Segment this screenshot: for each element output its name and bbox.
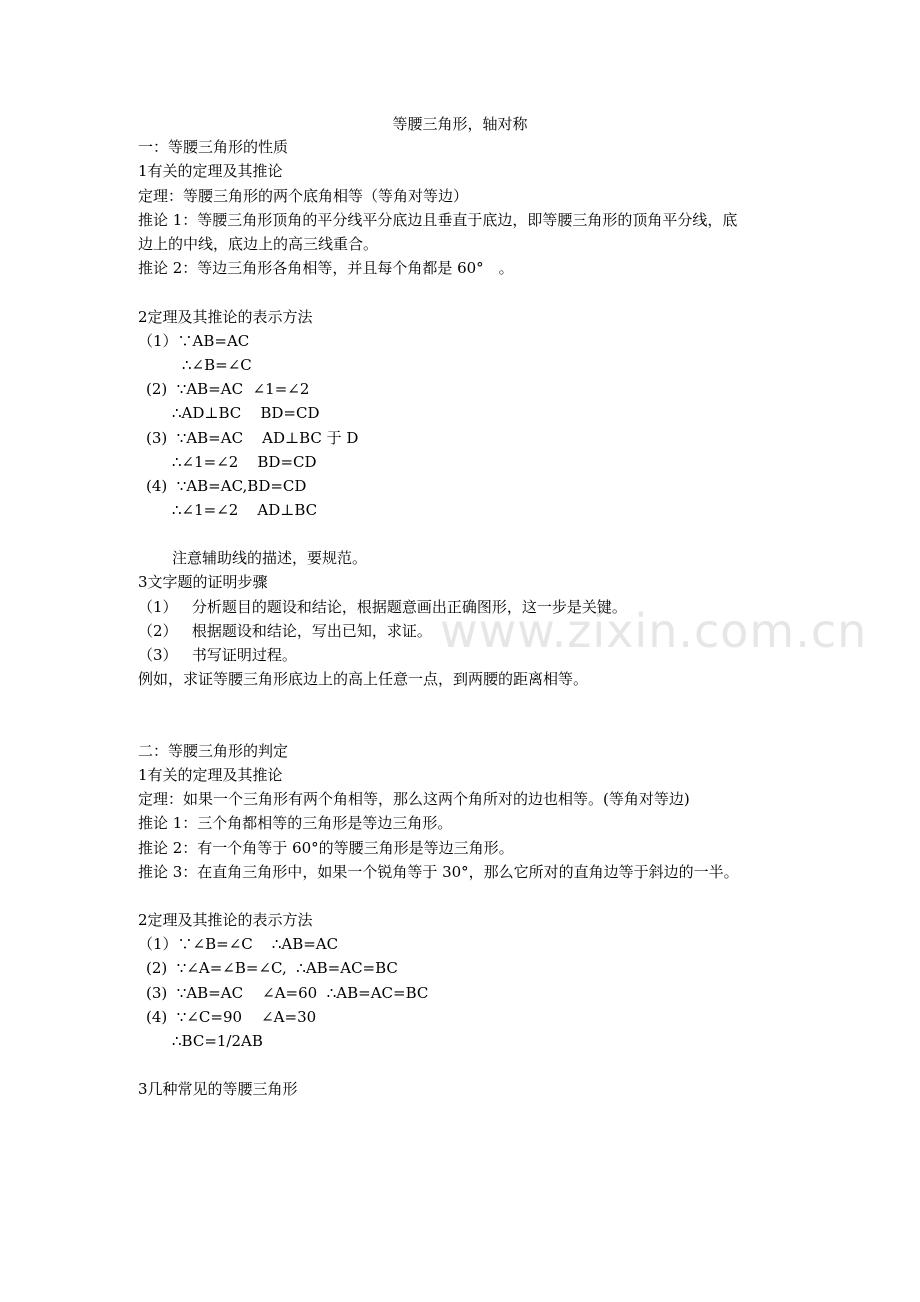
expression-line: （1）∵∠B=∠C ∴AB=AC xyxy=(138,935,339,953)
corollary-text: 边上的中线，底边上的高三线重合。 xyxy=(138,235,379,253)
expression-given: (3) ∵AB=AC AD⊥BC 于 D xyxy=(146,429,359,447)
theorem-text: 定理：如果一个三角形有两个角相等，那么这两个角所对的边也相等。(等角对等边) xyxy=(138,790,690,808)
expression-conclusion: ∴AD⊥BC BD=CD xyxy=(172,404,320,422)
example-text: 例如，求证等腰三角形底边上的高上任意一点，到两腰的距离相等。 xyxy=(138,670,589,688)
step-item: （3） 书写证明过程。 xyxy=(138,646,297,664)
page-title: 等腰三角形，轴对称 xyxy=(392,115,528,133)
expression-conclusion: ∴∠1=∠2 AD⊥BC xyxy=(172,501,318,519)
note-text: 注意辅助线的描述，要规范。 xyxy=(172,549,368,567)
section-heading: 二：等腰三角形的判定 xyxy=(138,742,289,760)
step-item: （1） 分析题目的题设和结论，根据题意画出正确图形，这一步是关键。 xyxy=(138,598,627,616)
section-heading: 一：等腰三角形的性质 xyxy=(138,138,289,156)
subsection-heading: 3文字题的证明步骤 xyxy=(138,573,268,591)
theorem-text: 定理：等腰三角形的两个底角相等（等角对等边） xyxy=(138,187,469,205)
watermark: www.zixin.com.cn xyxy=(440,604,868,658)
expression-line: (2) ∵∠A=∠B=∠C, ∴AB=AC=BC xyxy=(146,959,398,977)
expression-conclusion: ∴BC=1/2AB xyxy=(172,1032,263,1050)
subsection-heading: 2定理及其推论的表示方法 xyxy=(138,911,313,929)
expression-given: (2) ∵AB=AC ∠1=∠2 xyxy=(146,380,310,398)
subsection-heading: 1有关的定理及其推论 xyxy=(138,162,283,180)
subsection-heading: 3几种常见的等腰三角形 xyxy=(138,1080,298,1098)
expression-given: （1）∵AB=AC xyxy=(138,332,250,350)
expression-conclusion: ∴∠1=∠2 BD=CD xyxy=(172,453,317,471)
expression-given: (4) ∵AB=AC,BD=CD xyxy=(146,477,307,495)
expression-conclusion: ∴∠B=∠C xyxy=(182,356,252,374)
corollary-text: 推论 3：在直角三角形中，如果一个锐角等于 30°，那么它所对的直角边等于斜边的一半。 xyxy=(138,863,739,881)
corollary-text: 推论 2：有一个角等于 60°的等腰三角形是等边三角形。 xyxy=(138,839,514,857)
expression-line: (3) ∵AB=AC ∠A=60 ∴AB=AC=BC xyxy=(146,984,429,1002)
corollary-text: 推论 1：等腰三角形顶角的平分线平分底边且垂直于底边，即等腰三角形的顶角平分线，底 xyxy=(138,211,738,229)
subsection-heading: 2定理及其推论的表示方法 xyxy=(138,308,313,326)
corollary-text: 推论 1：三个角都相等的三角形是等边三角形。 xyxy=(138,814,453,832)
step-item: （2） 根据题设和结论，写出已知，求证。 xyxy=(138,622,432,640)
expression-given: (4) ∵∠C=90 ∠A=30 xyxy=(146,1008,317,1026)
subsection-heading: 1有关的定理及其推论 xyxy=(138,766,283,784)
corollary-text: 推论 2：等边三角形各角相等，并且每个角都是 60° 。 xyxy=(138,259,514,277)
